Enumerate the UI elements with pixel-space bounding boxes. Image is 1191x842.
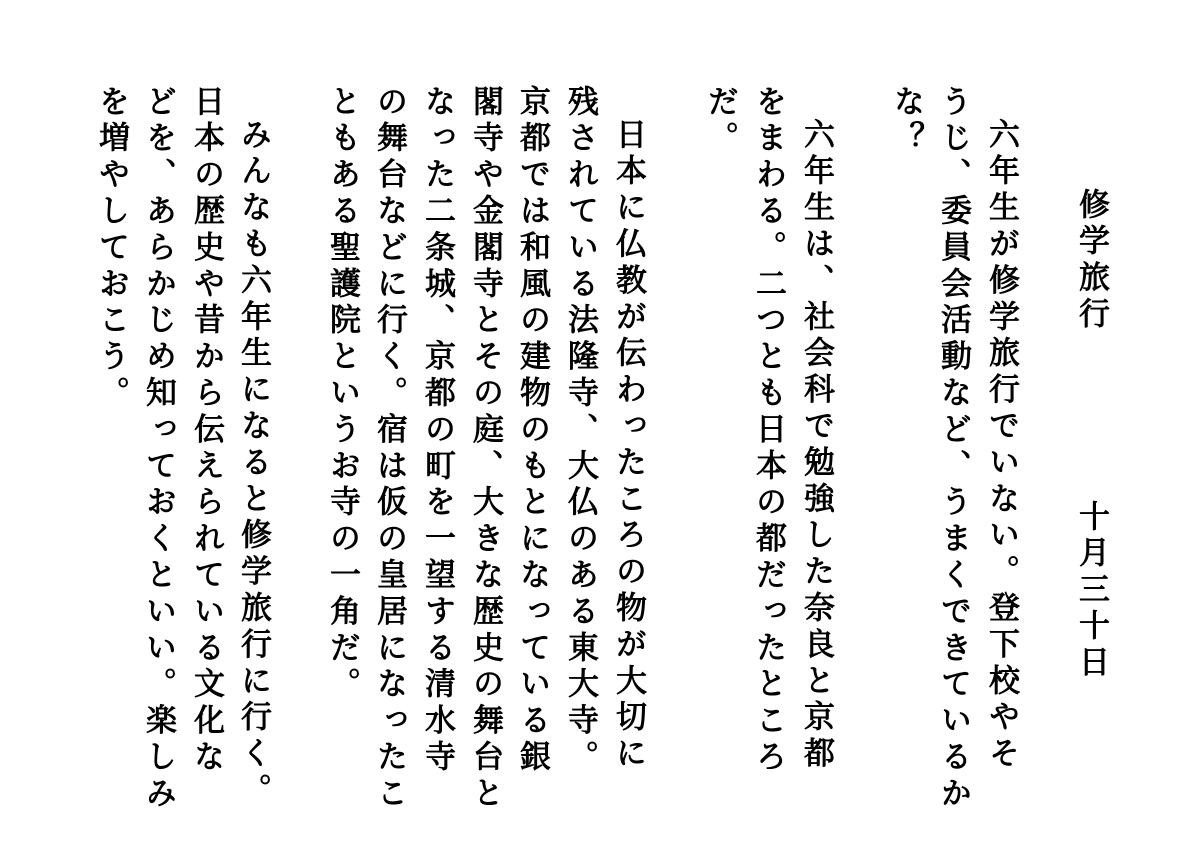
body-line: な？ (888, 85, 924, 158)
body-line: を増やしておこう。 (93, 85, 129, 413)
body-line: の舞台などに行く。宿は仮の皇居になったこ (371, 85, 407, 813)
body-line: みんなも六年生になると修学旅行に行く。 (235, 118, 271, 810)
body-line: 六年生は、社会科で勉強した奈良と京都 (798, 118, 834, 774)
body-line: なった二条城、京都の町を一望する清水寺 (419, 85, 455, 777)
document-date: 十月三十日 (1073, 500, 1109, 682)
body-line: 日本の歴史や昔から伝えられている文化な (188, 85, 224, 777)
body-line: だ。 (702, 85, 738, 158)
body-line: 六年生が修学旅行でいない。登下校やそ (983, 118, 1019, 774)
document-title: 修学旅行 (1073, 188, 1109, 334)
body-line: ともある聖護院というお寺の一角だ。 (324, 85, 360, 704)
body-line: うじ、委員会活動など、うまくできているか (935, 85, 971, 813)
body-line: 閣寺や金閣寺とその庭、大きな歴史の舞台と (467, 85, 503, 813)
body-line: 日本に仏教が伝わったころの物が大切に (610, 118, 646, 774)
body-line: 残されている法隆寺、大仏のある東大寺。 (562, 85, 598, 777)
body-line: どを、あらかじめ知っておくといい。楽しみ (140, 85, 176, 813)
body-line: 京都では和風の建物のもとになっている銀 (514, 85, 550, 777)
body-line: をまわる。二つとも日本の都だったところ (750, 85, 786, 777)
